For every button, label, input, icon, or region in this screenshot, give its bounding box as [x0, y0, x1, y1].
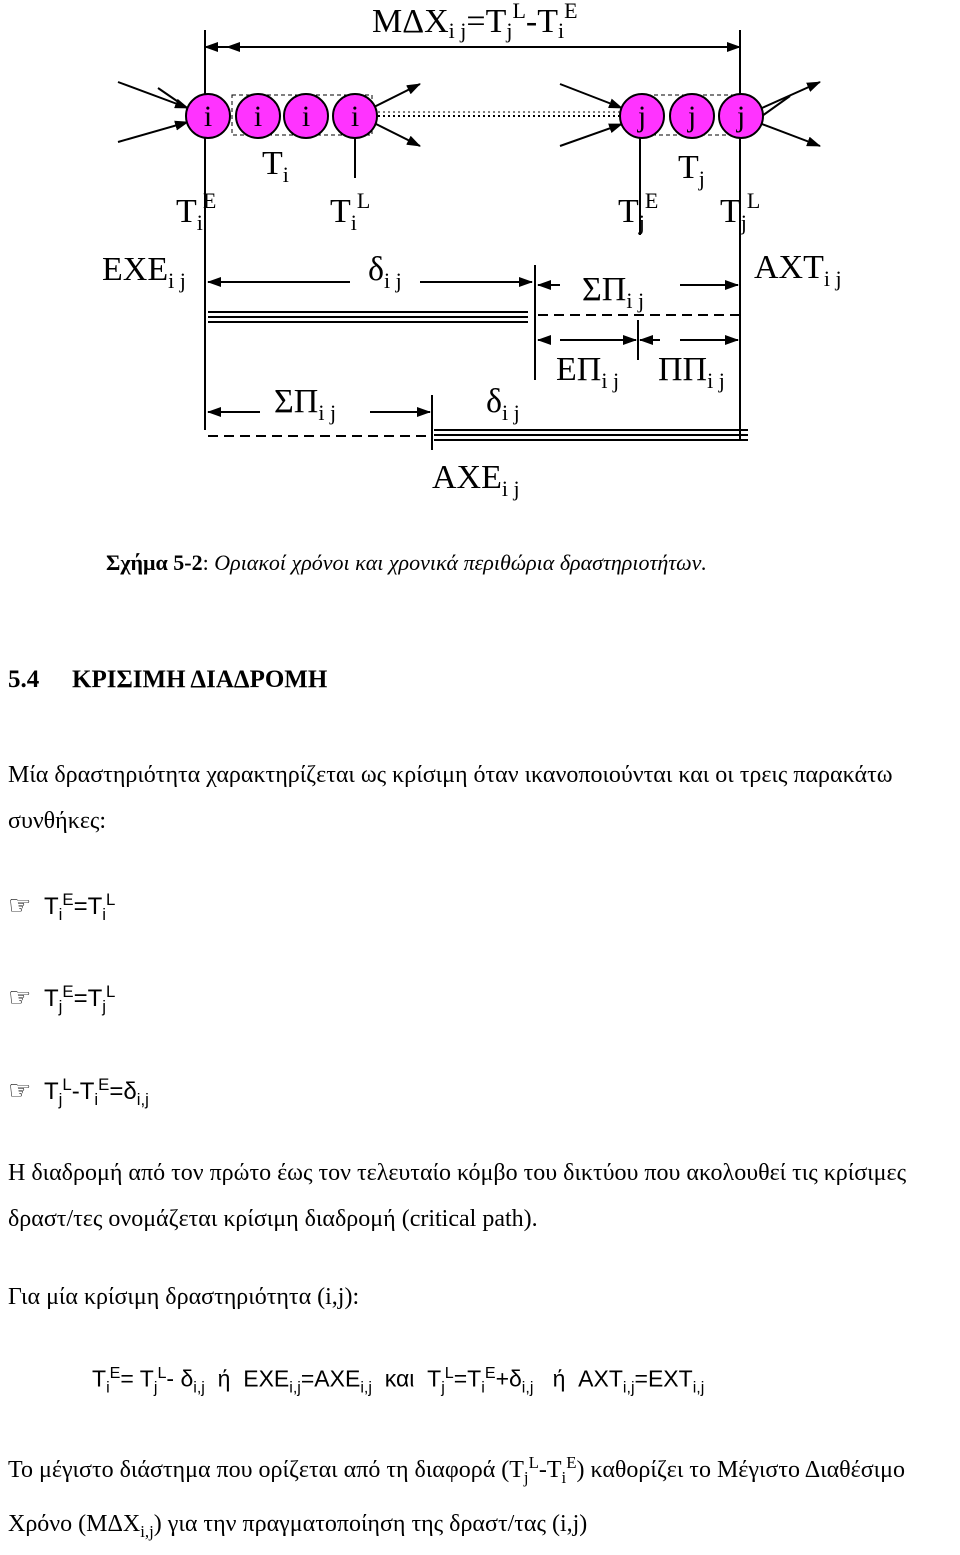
label-t-i-early: $T_i^E$ [176, 188, 217, 235]
label-pp: $\Pi\Pi_{i j}$ [658, 351, 725, 393]
node-i-4: i [350, 100, 360, 133]
max-available-time-formula: MΔXi $j=Tj^L-Ti^E$ [372, 0, 578, 43]
label-exe: $EXE_{i j}$ [102, 251, 186, 293]
node-j-1: j [637, 100, 647, 133]
node-j-3: j [736, 100, 746, 133]
label-t-j: $T_j$ [678, 149, 705, 191]
label-delta-1: $\delta_{i j}$ [368, 251, 402, 293]
pointing-hand-icon: ☞ [8, 983, 32, 1013]
condition-1: ☞ $T_i^E=T_i^L$ [8, 890, 116, 924]
label-sp-2: $\Sigma\Pi_{i j}$ [274, 383, 337, 425]
pointing-hand-icon: ☞ [8, 891, 32, 921]
node-j-2: j [687, 100, 697, 133]
paragraph-critical-activity: Για μία κρίσιμη δραστηριότητα (i,j): [8, 1284, 360, 1310]
node-group-i [186, 94, 377, 138]
paragraph-max-available-time: Το μέγιστο διάστημα που ορίζεται από τη διαφορά $(T_j^L-T_i^E)$ καθορίζει το Μέγιστο Διαθέσιμο Χρόνο $(M\Delta X_{i,j})$ για την πραγματοποίηση της δραστ/τας (i,j) [8, 1453, 905, 1541]
label-sp-1: $\Sigma\Pi_{i j}$ [582, 271, 645, 313]
figure-caption: Σχήμα 5-2: Οριακοί χρόνοι και χρονικά περιθώρια δραστηριοτήτων. [106, 550, 707, 575]
label-t-i: $T_i$ [262, 145, 289, 187]
label-t-j-late: $T_j^L$ [720, 188, 761, 235]
node-group-j [620, 94, 763, 138]
node-i-1: i [203, 100, 213, 133]
paragraph-critical-definition: Μία δραστηριότητα χαρακτηρίζεται ως κρίσιμη όταν ικανοποιούνται και οι τρεις παρακάτω συνθήκες: [8, 762, 893, 834]
critical-activity-formula: $T_i^E= T_j^L-$ $\delta_{i,j}$ ή $EXE_{i,j}=AXE_{i,j}$ και $T_j^L=T_i^E+\delta_{i,j}$ ή $AXT_{i,j}=EXT_{i,j}$ [92, 1364, 705, 1397]
label-t-j-early: $T_j^E$ [618, 188, 659, 235]
node-i-3: i [301, 100, 311, 133]
label-ep: $E\Pi_{i j}$ [556, 351, 620, 393]
label-delta-2: $\delta_{i j}$ [486, 383, 520, 425]
time-margins-diagram [0, 0, 960, 520]
label-axe: $AXE_{i j}$ [432, 459, 520, 501]
condition-3: ☞ $T_j^L-T_i^E=\delta_{i,j}$ [8, 1075, 149, 1109]
condition-2: ☞ $T_j^E=T_j^L$ [8, 982, 116, 1016]
label-t-i-late: $T_i^L$ [330, 188, 371, 235]
pointing-hand-icon: ☞ [8, 1076, 32, 1106]
node-i-2: i [253, 100, 263, 133]
label-axt: $AXT_{i j}$ [754, 249, 842, 291]
paragraph-critical-path: Η διαδρομή από τον πρώτο έως τον τελευταίο κόμβο του δικτύου που ακολουθεί τις κρίσιμες δραστ/τες ονομάζεται κρίσιμη διαδρομή (critical path). [8, 1160, 907, 1232]
section-heading: 5.4 ΚΡΙΣΙΜΗ ΔΙΑΔΡΟΜΗ [8, 666, 328, 693]
